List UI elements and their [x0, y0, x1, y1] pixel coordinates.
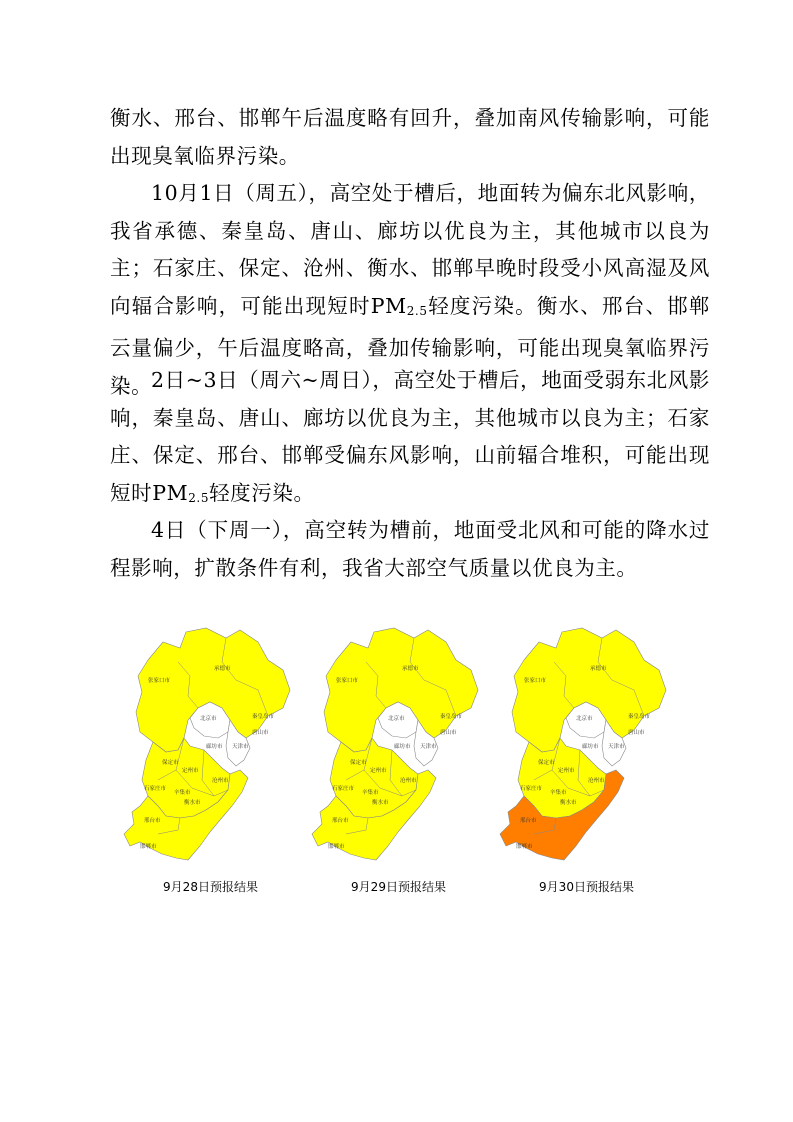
- label-beijing: 北京市: [200, 716, 217, 722]
- forecast-map-2: [306, 620, 491, 875]
- label-xingtai: 邢台市: [520, 818, 537, 824]
- map-caption-2: 9月29日预报结果: [351, 880, 446, 894]
- label-langfang: 廊坊市: [206, 744, 223, 750]
- label-langfang: 廊坊市: [582, 744, 599, 750]
- label-dingzhou: 定州市: [182, 768, 199, 774]
- label-chengde: 承德市: [402, 666, 419, 672]
- label-dingzhou: 定州市: [370, 768, 387, 774]
- label-tangshan: 唐山市: [628, 730, 645, 736]
- label-xinji: 辛集市: [550, 790, 567, 796]
- label-handan: 邯郸市: [328, 844, 345, 850]
- hebei-map-svg: [494, 620, 679, 875]
- label-shijiazhuang: 石家庄市: [332, 786, 355, 792]
- label-baoding: 保定市: [350, 760, 367, 766]
- label-zhangjiakou: 张家口市: [524, 678, 547, 684]
- label-qinhuangdao: 秦皇岛市: [628, 714, 651, 720]
- label-handan: 邯郸市: [140, 844, 157, 850]
- label-tianjin: 天津市: [232, 744, 249, 750]
- label-hengshui: 衡水市: [372, 800, 389, 806]
- paragraph-3-text-a: 2日~3日（周六~周日），高空处于槽后，地面受弱东北风影响，秦皇岛、唐山、廊坊以优良为主，其他城市以良为主；石家庄、保定、邢台、邯郸受偏东风影响，山前辐合堆积，可能出现短时PM: [110, 368, 710, 505]
- forecast-maps: [118, 620, 678, 910]
- label-chengde: 承德市: [590, 666, 607, 672]
- hebei-map-svg: [118, 620, 303, 875]
- paragraph-1: [110, 100, 710, 175]
- label-qinhuangdao: 秦皇岛市: [440, 714, 463, 720]
- pm-subscript: 2.5: [406, 303, 428, 318]
- label-cangzhou: 沧州市: [400, 778, 417, 784]
- paragraph-2-text-a: 10月1日（周五），高空处于槽后，地面转为偏东北风影响，我省承德、秦皇岛、唐山、廊坊以优良为主，其他城市以良为主；石家庄、保定、沧州、衡水、邯郸早晚时段受小风高湿及风向辐合影响，可能出现短时PM: [110, 181, 710, 318]
- label-cangzhou: 沧州市: [212, 778, 229, 784]
- label-zhangjiakou: 张家口市: [336, 678, 359, 684]
- label-beijing: 北京市: [388, 716, 405, 722]
- forecast-map-3: [494, 620, 679, 875]
- label-tangshan: 唐山市: [440, 730, 457, 736]
- paragraph-4: [110, 512, 710, 587]
- label-baoding: 保定市: [162, 760, 179, 766]
- label-shijiazhuang: 石家庄市: [144, 786, 167, 792]
- paragraph-4-text: 4日（下周一），高空转为槽前，地面受北风和可能的降水过程影响，扩散条件有利，我省大部空气质量以优良为主。: [110, 518, 710, 580]
- paragraph-3: [110, 362, 710, 517]
- paragraph-1-text: 衡水、邢台、邯郸午后温度略有回升，叠加南风传输影响，可能出现臭氧临界污染。: [110, 106, 710, 168]
- label-handan: 邯郸市: [516, 844, 533, 850]
- hebei-map-svg: [306, 620, 491, 875]
- map-caption-3: 9月30日预报结果: [539, 880, 634, 894]
- map-caption-1: 9月28日预报结果: [163, 880, 258, 894]
- label-langfang: 廊坊市: [394, 744, 411, 750]
- paragraph-2-text-b: 轻度污染。衡水、邢台、邯郸云量偏少，午后温度略高，叠加传输影响，可能出现臭氧临界污染。: [110, 293, 710, 398]
- label-xingtai: 邢台市: [332, 818, 349, 824]
- label-shijiazhuang: 石家庄市: [520, 786, 543, 792]
- label-tianjin: 天津市: [420, 744, 437, 750]
- label-hengshui: 衡水市: [560, 800, 577, 806]
- label-beijing: 北京市: [576, 716, 593, 722]
- label-zhangjiakou: 张家口市: [148, 678, 171, 684]
- label-tangshan: 唐山市: [252, 730, 269, 736]
- label-chengde: 承德市: [214, 666, 231, 672]
- label-dingzhou: 定州市: [558, 768, 575, 774]
- label-hengshui: 衡水市: [184, 800, 201, 806]
- forecast-map-1: [118, 620, 303, 875]
- label-baoding: 保定市: [538, 760, 555, 766]
- paragraph-3-text-b: 轻度污染。: [209, 480, 315, 505]
- label-cangzhou: 沧州市: [588, 778, 605, 784]
- label-xinji: 辛集市: [174, 790, 191, 796]
- label-qinhuangdao: 秦皇岛市: [252, 714, 275, 720]
- label-xinji: 辛集市: [362, 790, 379, 796]
- pm-subscript: 2.5: [188, 490, 210, 505]
- label-xingtai: 邢台市: [144, 818, 161, 824]
- label-tianjin: 天津市: [608, 744, 625, 750]
